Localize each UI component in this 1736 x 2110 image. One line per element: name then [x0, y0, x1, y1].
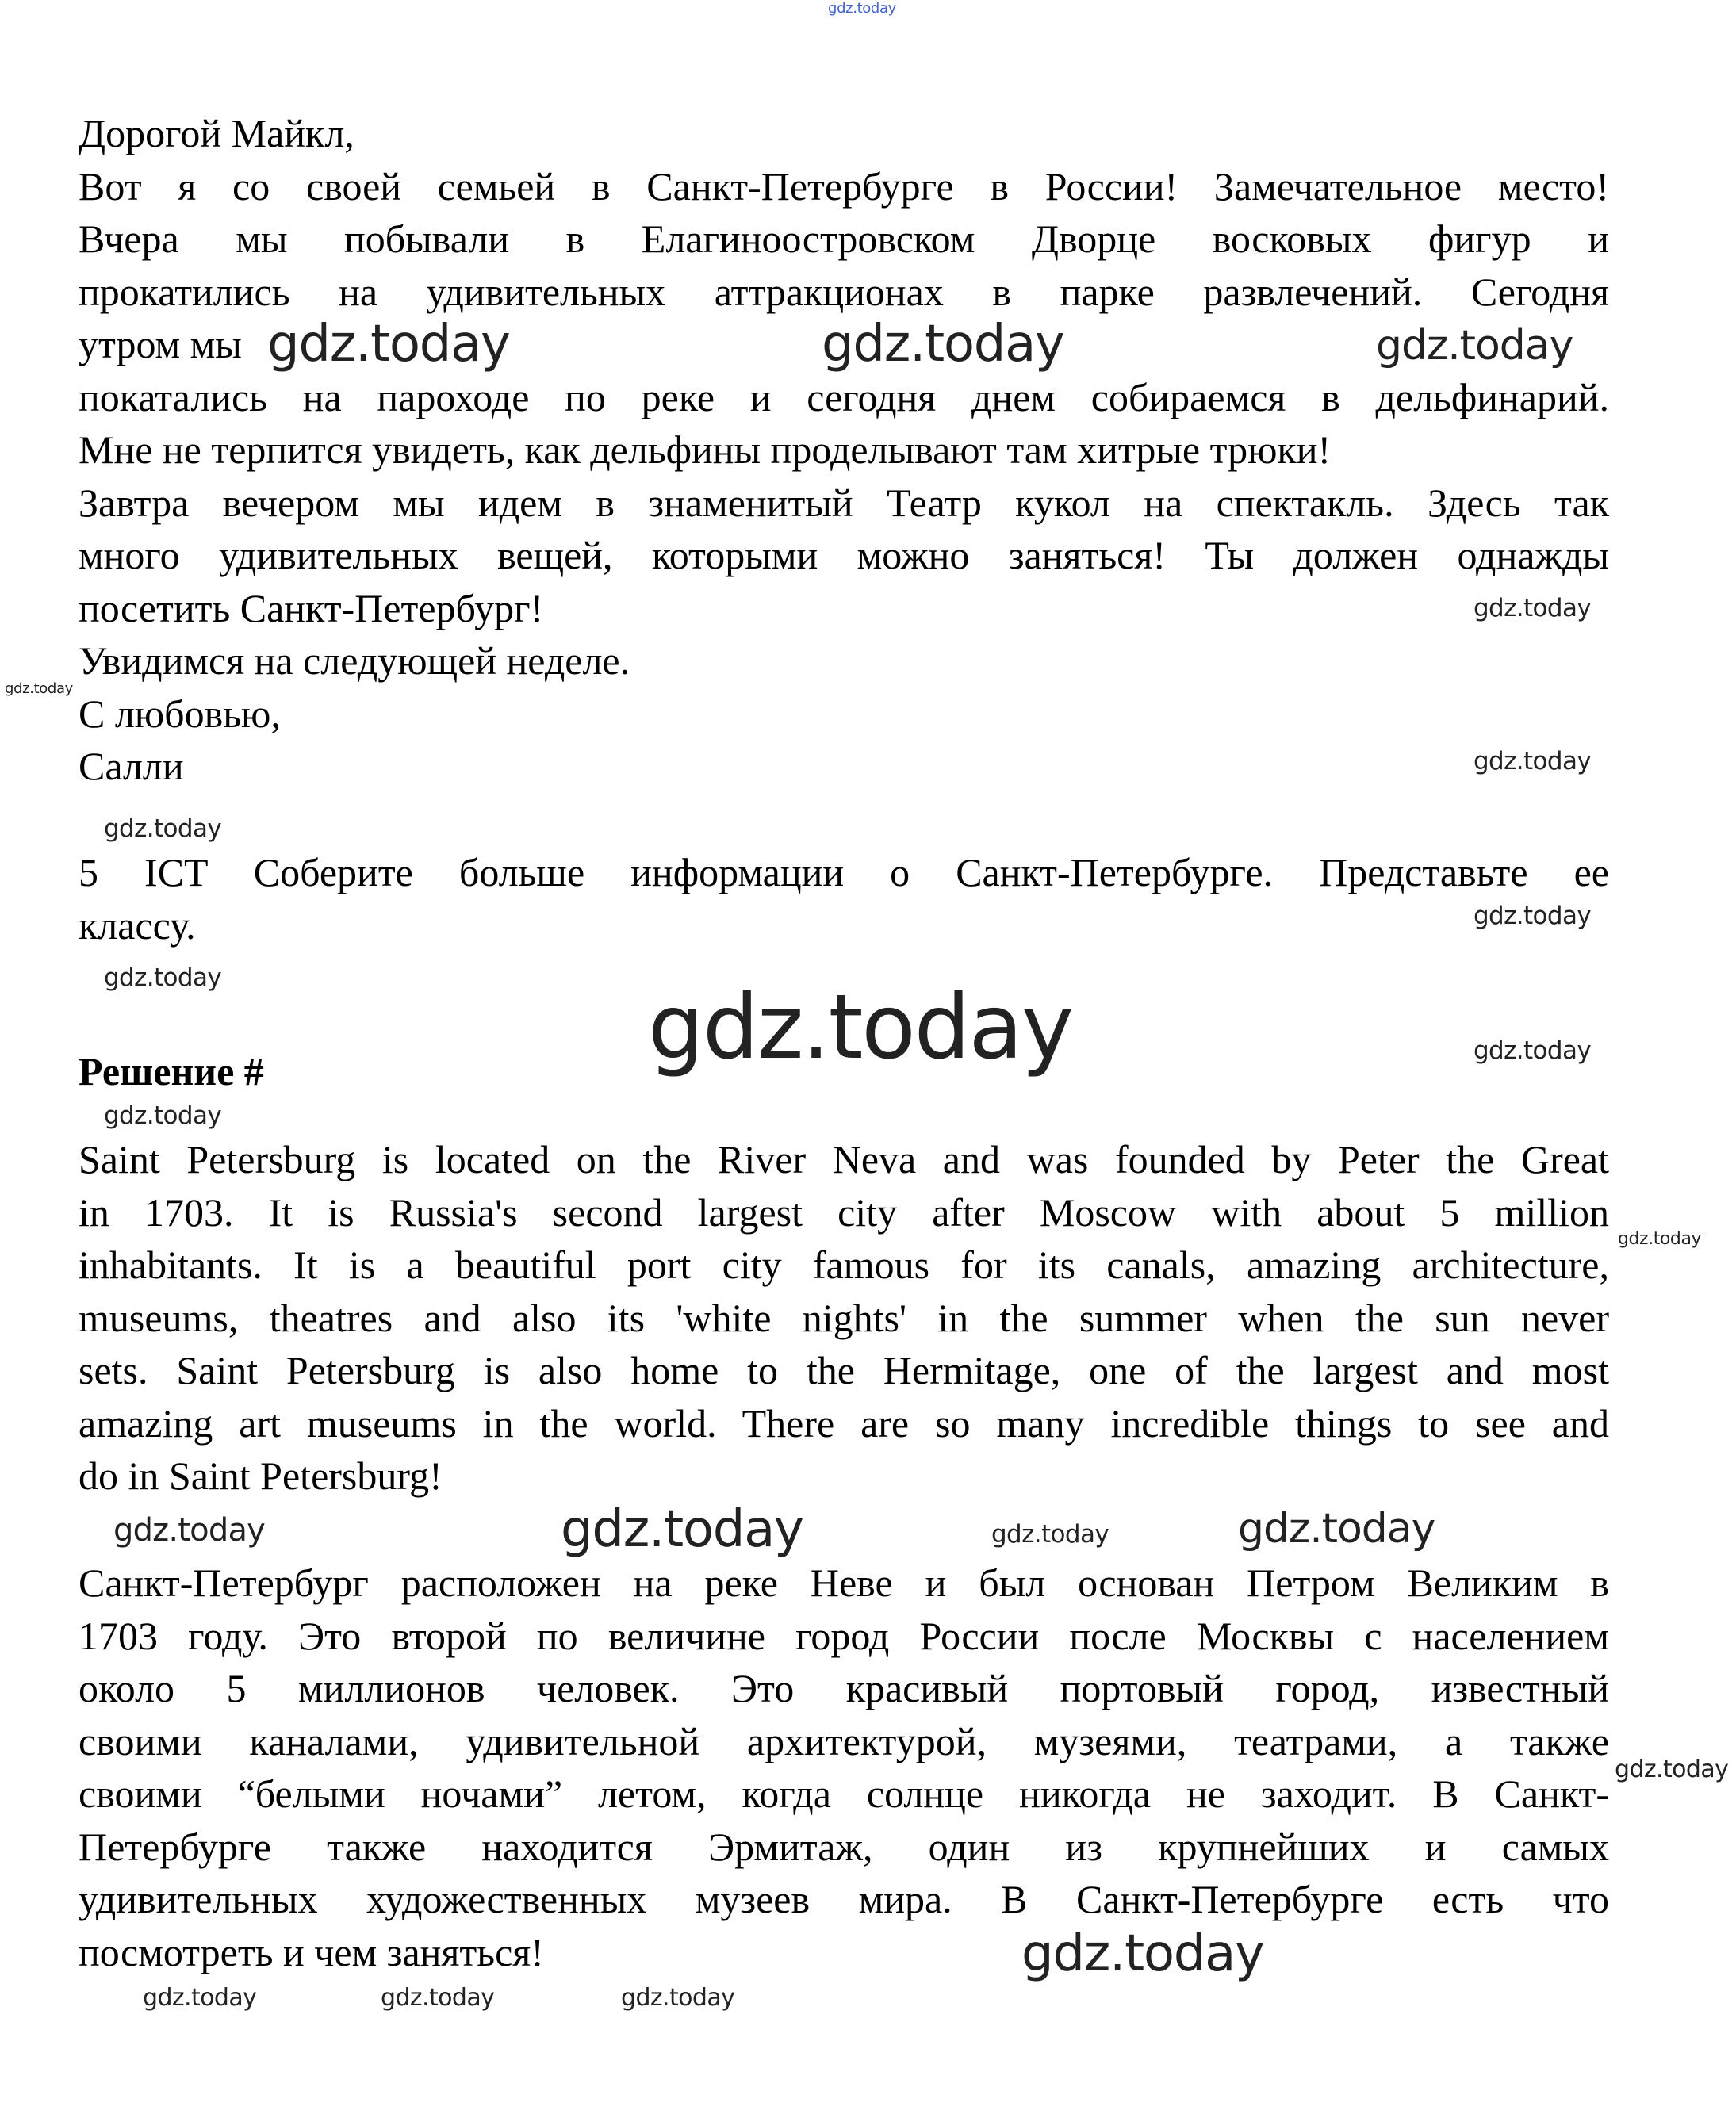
watermark: gdz.today	[1376, 322, 1573, 370]
english-line: do in Saint Petersburg!	[79, 1453, 443, 1498]
watermark: gdz.today	[991, 1520, 1109, 1549]
english-line: amazing art museums in the world. There are so many incredible things to see and	[79, 1400, 1609, 1446]
watermark: gdz.today	[822, 315, 1064, 373]
letter-line: Завтра вечером мы идем в знаменитый Театр кукол на спектакль. Здесь так	[79, 480, 1609, 525]
watermark: gdz.today	[5, 680, 73, 697]
watermark: gdz.today	[1021, 1924, 1264, 1983]
watermark: gdz.today	[561, 1500, 803, 1559]
russian-line: удивительных художественных музеев мира. В Санкт-Петербурге есть что	[79, 1877, 1609, 1921]
watermark: gdz.today	[828, 0, 896, 17]
watermark: gdz.today	[104, 814, 222, 843]
russian-line: Санкт-Петербург расположен на реке Неве и был основан Петром Великим в	[79, 1560, 1609, 1605]
watermark: gdz.today	[648, 976, 1072, 1079]
watermark: gdz.today	[1473, 747, 1592, 775]
letter-line: покатались на пароходе по реке и сегодня днем собираемся в дельфинарий.	[79, 374, 1609, 419]
russian-line: 1703 году. Это второй по величине город России после Москвы с населением	[79, 1613, 1609, 1658]
letter-line: Увидимся на следующей неделе.	[79, 638, 630, 683]
watermark: gdz.today	[143, 1984, 257, 2012]
watermark: gdz.today	[113, 1512, 266, 1549]
letter-line: прокатились на удивительных аттракционах в парке развлечений. Сегодня	[79, 269, 1609, 314]
letter-text	[79, 107, 1609, 793]
watermark: gdz.today	[381, 1984, 495, 2012]
english-answer	[79, 1133, 1609, 1503]
letter-line: С любовью,	[79, 691, 281, 736]
english-line: Saint Petersburg is located on the River Neva and was founded by Peter the Great	[79, 1137, 1609, 1181]
russian-line: посмотреть и чем заняться!	[79, 1929, 544, 1974]
letter-line: посетить Санкт-Петербург!	[79, 585, 544, 630]
watermark: gdz.today	[1238, 1505, 1435, 1553]
letter-signature: Салли	[79, 744, 184, 788]
watermark: gdz.today	[104, 963, 222, 992]
russian-answer	[79, 1557, 1609, 1983]
letter-line: Мне не терпится увидеть, как дельфины проделывают там хитрые трюки!	[79, 427, 1332, 472]
solution-heading-text: Решение #	[79, 1049, 264, 1093]
task-line: классу.	[79, 902, 196, 948]
russian-line: около 5 миллионов человек. Это красивый портовый город, известный	[79, 1666, 1609, 1710]
task-line: 5 ICT Соберите больше информации о Санкт-Петербурге. Представьте ее	[79, 850, 1609, 894]
watermark: gdz.today	[1618, 1229, 1702, 1249]
english-line: museums, theatres and also its 'white nights' in the summer when the sun never	[79, 1295, 1609, 1340]
russian-line: своими “белыми ночами” летом, когда солнце никогда не заходит. В Санкт-	[79, 1771, 1609, 1816]
watermark: gdz.today	[1615, 1756, 1729, 1783]
letter-line: много удивительных вещей, которыми можно заняться! Ты должен однажды	[79, 533, 1609, 577]
english-line: in 1703. It is Russia's second largest city after Moscow with about 5 million	[79, 1189, 1609, 1235]
watermark: gdz.today	[1473, 902, 1592, 930]
watermark: gdz.today	[104, 1101, 222, 1130]
english-line: sets. Saint Petersburg is also home to the Hermitage, one of the largest and most	[79, 1348, 1609, 1392]
watermark: gdz.today	[1473, 1036, 1592, 1065]
letter-line: Дорогой Майкл,	[79, 111, 354, 155]
watermark: gdz.today	[1473, 594, 1592, 622]
letter-line: утром мы	[79, 322, 242, 366]
task-text	[79, 846, 1609, 952]
letter-line: Вот я со своей семьей в Санкт-Петербурге в России! Замечательное место!	[79, 163, 1609, 209]
english-line: inhabitants. It is a beautiful port city famous for its canals, amazing architecture,	[79, 1243, 1609, 1287]
letter-line: Вчера мы побывали в Елагиноостровском Дворце восковых фигур и	[79, 216, 1609, 261]
russian-line: своими каналами, удивительной архитектурой, музеями, театрами, а также	[79, 1718, 1609, 1763]
russian-line: Петербурге также находится Эрмитаж, один из крупнейших и самых	[79, 1824, 1609, 1869]
watermark: gdz.today	[267, 315, 510, 373]
watermark: gdz.today	[621, 1984, 735, 2012]
